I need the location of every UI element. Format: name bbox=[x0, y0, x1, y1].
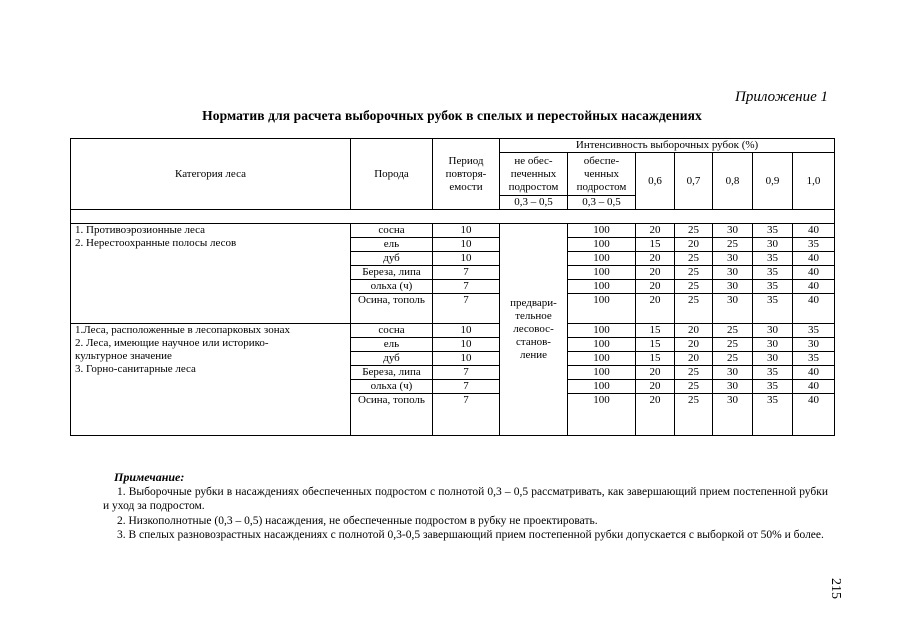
intensity-cell: 30 bbox=[753, 338, 793, 352]
intensity-cell: 35 bbox=[753, 266, 793, 280]
category-line: 2. Леса, имеющие научное или историко- bbox=[75, 337, 269, 349]
species-cell: дуб bbox=[351, 352, 433, 366]
provided-cell: 100 bbox=[568, 366, 636, 380]
intensity-cell: 25 bbox=[713, 352, 753, 366]
period-cell: 10 bbox=[433, 338, 500, 352]
provided-cell: 100 bbox=[568, 324, 636, 338]
header-density-1: 0,6 bbox=[636, 153, 675, 210]
cell-line: подростом bbox=[576, 180, 627, 193]
category-cell bbox=[71, 224, 351, 324]
intensity-cell: 25 bbox=[675, 366, 713, 380]
intensity-cell: 35 bbox=[753, 380, 793, 394]
header-density-2: 0,7 bbox=[675, 153, 713, 210]
intensity-cell: 40 bbox=[793, 380, 835, 394]
provided-cell: 100 bbox=[568, 380, 636, 394]
header-density-5: 1,0 bbox=[793, 153, 835, 210]
intensity-cell: 30 bbox=[713, 224, 753, 238]
header-row-1 bbox=[71, 139, 835, 153]
cell-line: печенных bbox=[510, 167, 557, 180]
intensity-cell: 20 bbox=[636, 294, 675, 324]
intensity-cell: 25 bbox=[675, 394, 713, 436]
norms-table bbox=[70, 138, 835, 436]
intensity-cell: 20 bbox=[675, 352, 713, 366]
intensity-cell: 15 bbox=[636, 352, 675, 366]
table-body bbox=[71, 139, 835, 436]
intensity-cell: 20 bbox=[675, 238, 713, 252]
provided-cell: 100 bbox=[568, 266, 636, 280]
intensity-cell: 25 bbox=[675, 252, 713, 266]
notes-section bbox=[103, 470, 828, 543]
intensity-cell: 15 bbox=[636, 338, 675, 352]
note-item-1: 1. Выборочные рубки в насаждениях обеспеченных подростом с полнотой 0,3 – 0,5 рассматривать, как завершающий прием постепенной рубки и уход за подростом. bbox=[103, 485, 828, 512]
category-line: 3. Горно-санитарные леса bbox=[75, 363, 196, 375]
intensity-cell: 30 bbox=[753, 324, 793, 338]
intensity-cell: 40 bbox=[793, 394, 835, 436]
intensity-cell: 20 bbox=[636, 252, 675, 266]
species-cell: дуб bbox=[351, 252, 433, 266]
intensity-cell: 20 bbox=[636, 280, 675, 294]
species-cell: ель bbox=[351, 338, 433, 352]
provided-cell: 100 bbox=[568, 394, 636, 436]
intensity-cell: 40 bbox=[793, 280, 835, 294]
intensity-cell: 30 bbox=[793, 338, 835, 352]
category-cell bbox=[71, 324, 351, 436]
cell-line: ление bbox=[519, 349, 548, 361]
intensity-cell: 25 bbox=[675, 380, 713, 394]
intensity-cell: 25 bbox=[675, 224, 713, 238]
species-cell: Береза, липа bbox=[351, 266, 433, 280]
intensity-cell: 30 bbox=[713, 366, 753, 380]
period-cell: 10 bbox=[433, 324, 500, 338]
provided-cell: 100 bbox=[568, 252, 636, 266]
intensity-cell: 35 bbox=[753, 366, 793, 380]
intensity-cell: 25 bbox=[675, 266, 713, 280]
species-cell: ольха (ч) bbox=[351, 280, 433, 294]
header-range-not-provided: 0,3 – 0,5 bbox=[500, 196, 568, 210]
intensity-cell: 35 bbox=[793, 352, 835, 366]
intensity-cell: 20 bbox=[675, 338, 713, 352]
species-cell: сосна bbox=[351, 224, 433, 238]
period-cell: 7 bbox=[433, 394, 500, 436]
provided-cell: 100 bbox=[568, 280, 636, 294]
intensity-cell: 35 bbox=[793, 324, 835, 338]
appendix-label: Приложение 1 bbox=[735, 89, 828, 105]
period-cell: 7 bbox=[433, 366, 500, 380]
species-cell: Осина, тополь bbox=[351, 394, 433, 436]
header-period bbox=[433, 139, 500, 210]
intensity-cell: 25 bbox=[713, 338, 753, 352]
header-category: Категория леса bbox=[71, 139, 351, 210]
provided-cell: 100 bbox=[568, 238, 636, 252]
header-intensity: Интенсивность выборочных рубок (%) bbox=[500, 139, 835, 153]
intensity-cell: 30 bbox=[713, 266, 753, 280]
reforestation-cell bbox=[500, 224, 568, 436]
note-item-3: 3. В спелых разновозрастных насаждениях с полнотой 0,3-0,5 завершающий прием постепенной рубки допускается с выборкой от 50% и более. bbox=[117, 529, 824, 541]
category-line: 1. Противоэрозионные леса bbox=[75, 224, 206, 236]
intensity-cell: 25 bbox=[675, 294, 713, 324]
table-row bbox=[71, 224, 835, 238]
intensity-cell: 40 bbox=[793, 252, 835, 266]
period-cell: 10 bbox=[433, 224, 500, 238]
provided-cell: 100 bbox=[568, 294, 636, 324]
intensity-cell: 30 bbox=[713, 280, 753, 294]
intensity-cell: 25 bbox=[675, 280, 713, 294]
table-row bbox=[71, 324, 835, 338]
header-provided bbox=[568, 153, 636, 196]
category-line: 1.Леса, расположенные в лесопарковых зонах bbox=[75, 324, 290, 336]
species-cell: сосна bbox=[351, 324, 433, 338]
intensity-cell: 20 bbox=[636, 224, 675, 238]
species-cell: Осина, тополь bbox=[351, 294, 433, 324]
period-cell: 7 bbox=[433, 380, 500, 394]
cell-line: подростом bbox=[508, 180, 559, 193]
intensity-cell: 20 bbox=[636, 394, 675, 436]
page-number: 215 bbox=[828, 578, 843, 599]
intensity-cell: 30 bbox=[713, 294, 753, 324]
cell-line: повторя- bbox=[445, 167, 487, 180]
header-density-4: 0,9 bbox=[753, 153, 793, 210]
species-cell: ель bbox=[351, 238, 433, 252]
provided-cell: 100 bbox=[568, 352, 636, 366]
intensity-cell: 15 bbox=[636, 324, 675, 338]
period-cell: 10 bbox=[433, 238, 500, 252]
intensity-cell: 30 bbox=[713, 394, 753, 436]
cell-line: обеспе- bbox=[583, 154, 620, 167]
intensity-cell: 40 bbox=[793, 266, 835, 280]
intensity-cell: 35 bbox=[753, 252, 793, 266]
species-cell: ольха (ч) bbox=[351, 380, 433, 394]
intensity-cell: 35 bbox=[753, 294, 793, 324]
category-line: культурное значение bbox=[75, 350, 172, 362]
header-species: Порода bbox=[351, 139, 433, 210]
note-item-2: 2. Низкополнотные (0,3 – 0,5) насаждения, не обеспеченные подростом в рубку не проектировать. bbox=[117, 514, 598, 527]
spacer-row bbox=[71, 210, 835, 224]
document-title: Норматив для расчета выборочных рубок в спелых и перестойных насаждениях bbox=[202, 108, 702, 123]
intensity-cell: 30 bbox=[753, 238, 793, 252]
provided-cell: 100 bbox=[568, 338, 636, 352]
intensity-cell: 20 bbox=[636, 366, 675, 380]
intensity-cell: 30 bbox=[713, 252, 753, 266]
period-cell: 7 bbox=[433, 280, 500, 294]
cell-line: станов- bbox=[516, 336, 551, 348]
intensity-cell: 30 bbox=[713, 380, 753, 394]
cell-line: емости bbox=[449, 180, 483, 193]
intensity-cell: 35 bbox=[753, 224, 793, 238]
intensity-cell: 20 bbox=[675, 324, 713, 338]
intensity-cell: 35 bbox=[753, 280, 793, 294]
intensity-cell: 25 bbox=[713, 238, 753, 252]
intensity-cell: 35 bbox=[753, 394, 793, 436]
period-cell: 10 bbox=[433, 352, 500, 366]
intensity-cell: 15 bbox=[636, 238, 675, 252]
intensity-cell: 20 bbox=[636, 380, 675, 394]
intensity-cell: 40 bbox=[793, 224, 835, 238]
notes-heading: Примечание: bbox=[114, 470, 185, 484]
intensity-cell: 25 bbox=[713, 324, 753, 338]
species-cell: Береза, липа bbox=[351, 366, 433, 380]
intensity-cell: 40 bbox=[793, 294, 835, 324]
period-cell: 10 bbox=[433, 252, 500, 266]
spacer-cell bbox=[71, 210, 835, 224]
intensity-cell: 30 bbox=[753, 352, 793, 366]
header-density-3: 0,8 bbox=[713, 153, 753, 210]
intensity-cell: 20 bbox=[636, 266, 675, 280]
cell-line: не обес- bbox=[514, 154, 553, 167]
provided-cell: 100 bbox=[568, 224, 636, 238]
intensity-cell: 35 bbox=[793, 238, 835, 252]
intensity-cell: 40 bbox=[793, 366, 835, 380]
header-range-provided: 0,3 – 0,5 bbox=[568, 196, 636, 210]
category-line: 2. Нерестоохранные полосы лесов bbox=[75, 237, 237, 249]
cell-line: ченных bbox=[583, 167, 620, 180]
cell-line: лесовос- bbox=[513, 323, 554, 335]
period-cell: 7 bbox=[433, 294, 500, 324]
header-not-provided bbox=[500, 153, 568, 196]
cell-line: предвари- bbox=[510, 297, 557, 309]
cell-line: Период bbox=[448, 154, 484, 167]
cell-line: тельное bbox=[515, 310, 552, 322]
period-cell: 7 bbox=[433, 266, 500, 280]
